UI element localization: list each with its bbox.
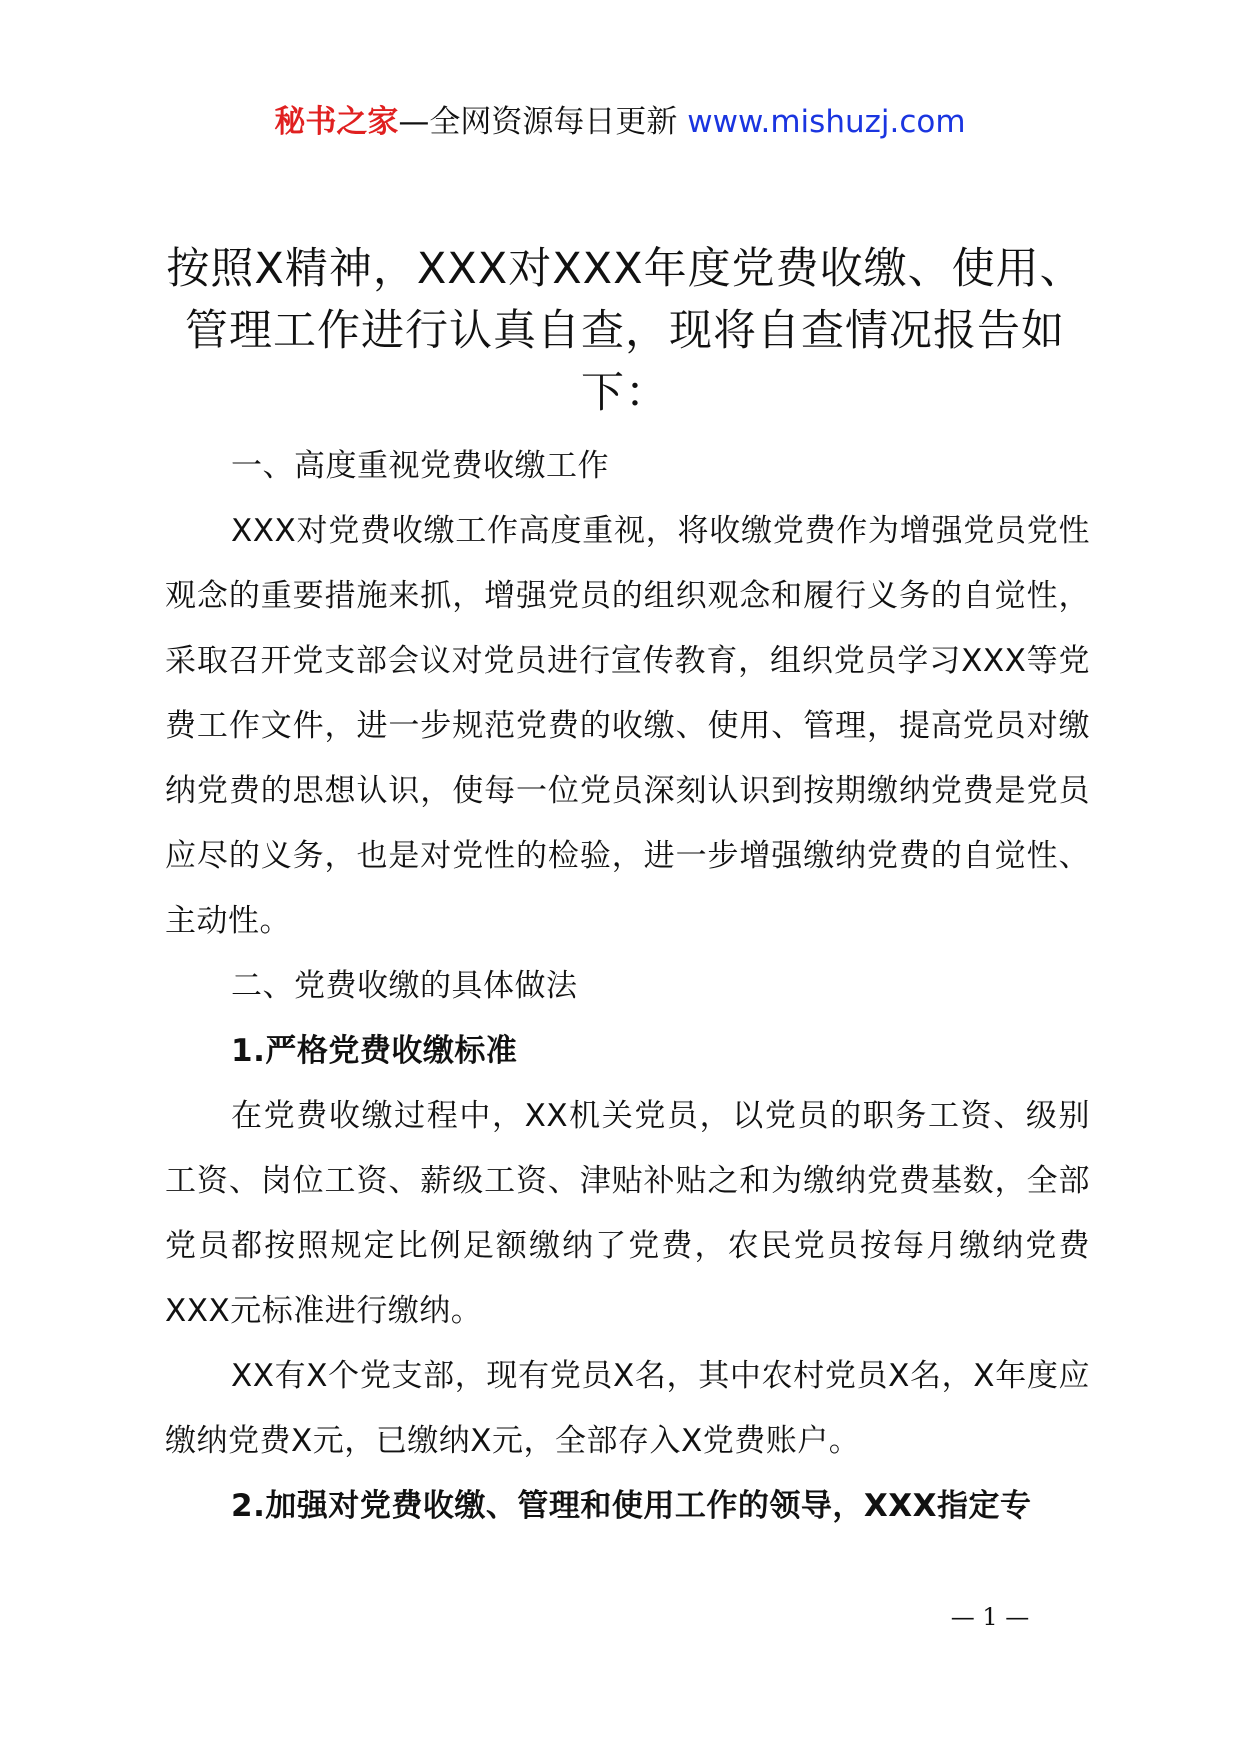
- section-paragraph-1: XXX对党费收缴工作高度重视，将收缴党费作为增强党员党性观念的重要措施来抓，增强党员的组织观念和履行义务的自觉性，采取召开党支部会议对党员进行宣传教育，组织党员学习XXX等党费工作文件，进一步规范党费的收缴、使用、管理，提高党员对缴纳党费的思想认识，使每一位党员深刻认识到按期缴纳党费是党员应尽的义务，也是对党性的检验，进一步增强缴纳党费的自觉性、主动性。: [165, 513, 1090, 939]
- site-brand: 秘书之家: [274, 104, 399, 140]
- document-body: [165, 434, 1090, 1539]
- subsection-paragraph-2: XX有X个党支部，现有党员X名，其中农村党员X名，X年度应缴纳党费X元，已缴纳X元，全部存入X党费账户。: [165, 1358, 1090, 1459]
- section-heading-2: 二、党费收缴的具体做法: [231, 968, 578, 1004]
- site-tagline: —全网资源每日更新: [398, 104, 678, 140]
- document-title: 按照X精神，XXX对XXX年度党费收缴、使用、管理工作进行认真自查，现将自查情况报告如下：: [166, 244, 1084, 418]
- subsection-heading-2: 2.加强对党费收缴、管理和使用工作的领导，XXX指定专: [231, 1488, 1032, 1524]
- subsection-paragraph-1: 在党费收缴过程中，XX机关党员，以党员的职务工资、级别工资、岗位工资、薪级工资、津贴补贴之和为缴纳党费基数，全部党员都按照规定比例足额缴纳了党费，农民党员按每月缴纳党费XXX元标准进行缴纳。: [165, 1098, 1090, 1329]
- subsection-heading-1: 1.严格党费收缴标准: [231, 1033, 518, 1069]
- section-heading-1: 一、高度重视党费收缴工作: [231, 448, 609, 484]
- site-banner: [0, 100, 1240, 144]
- site-url-link[interactable]: www.mishuzj.com: [687, 104, 966, 140]
- page-number: — 1 —: [950, 1603, 1030, 1631]
